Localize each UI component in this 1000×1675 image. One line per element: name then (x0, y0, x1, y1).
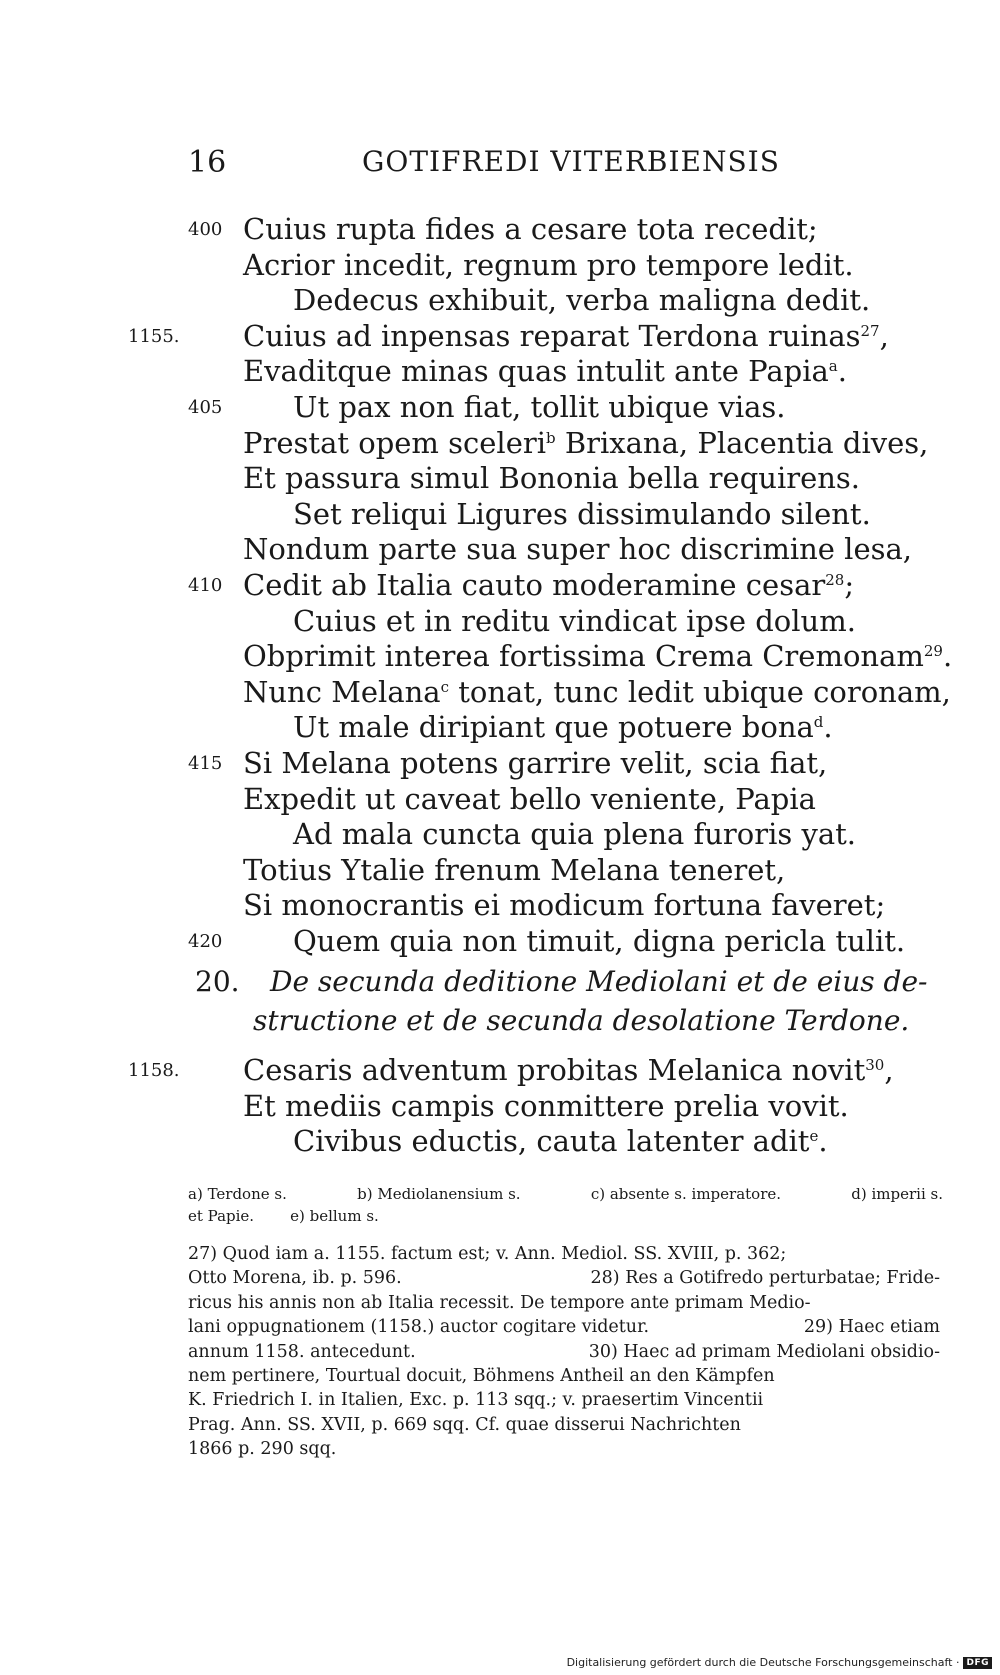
footnote-segment: Prag. Ann. SS. XVII, p. 669 sqq. Cf. quae disserui Nachrichten (188, 1414, 741, 1435)
verse-text-main: Cesaris adventum probitas Melanica novit (243, 1053, 866, 1087)
verse-text-tail: , (879, 318, 889, 353)
verse-text-tail: , (884, 1053, 894, 1087)
footnote-marker: 28 (825, 570, 845, 589)
page-number: 16 (188, 145, 227, 180)
verse-text (293, 283, 870, 319)
verse-text-main: Cuius rupta fides a cesare tota recedit; (243, 212, 818, 246)
verse-text-main: Si Melana potens garrire velit, scia fiat, (243, 745, 828, 780)
verse-text-tail: Brixana, Placentia dives, (555, 425, 929, 460)
apparatus-entry: a) Terdone s. (188, 1185, 287, 1203)
verse-line (0, 1089, 1000, 1125)
apparatus-entry: c) absente s. imperatore. (590, 1185, 782, 1203)
verse-text (243, 248, 854, 284)
footnote-segment: nem pertinere, Tourtual docuit, Böhmens Antheil an den Kämpfen (188, 1366, 775, 1387)
verse-text (243, 1053, 894, 1089)
footer (567, 1656, 992, 1669)
verse-text-main: Acrior incedit, regnum pro tempore ledit. (243, 247, 854, 282)
running-title: GOTIFREDI VITERBIENSIS (362, 145, 780, 178)
footnote-marker: 29 (923, 642, 943, 661)
footnote-segment: 29) Haec etiam (803, 1317, 940, 1338)
verse-text-main: Set reliqui Ligures dissimulando silent. (293, 496, 871, 531)
verse-text-main: Ut pax non fiat, tollit ubique vias. (293, 389, 786, 424)
apparatus-entry: b) Mediolanensium s. (357, 1185, 521, 1203)
verse-line (0, 532, 1000, 568)
apparatus-row (188, 1183, 943, 1205)
section-title-line-1: De secunda deditione Mediolani et de eius de- (270, 965, 928, 998)
verse-text (293, 817, 856, 853)
verse-line (0, 319, 1000, 355)
verse-line (0, 354, 1000, 390)
verse-line (0, 924, 1000, 960)
verse-text-tail: . (837, 354, 847, 389)
footnote-segment: 27) Quod iam a. 1155. factum est; v. Ann. Mediol. SS. XVIII, p. 362; (188, 1244, 787, 1264)
verse-text-main: Nunc Melana (243, 674, 441, 709)
footnote-line (188, 1340, 940, 1364)
footnote-line (188, 1437, 940, 1461)
verse-text-main: Expedit ut caveat bello veniente, Papia (243, 781, 816, 816)
line-number: 400 (188, 219, 223, 240)
line-number: 415 (188, 752, 223, 774)
page-header (0, 145, 1000, 185)
verse-text (293, 497, 871, 533)
footnote-segment: lani oppugnationem (1158.) auctor cogitare videtur. (188, 1317, 650, 1338)
line-number: 410 (188, 574, 223, 596)
verse-text-main: Cuius et in reditu vindicat ipse dolum. (293, 603, 856, 638)
footnote-marker: e (809, 1127, 819, 1146)
footnote-line (188, 1364, 940, 1388)
apparatus-entry: d) imperii s. (851, 1185, 943, 1203)
footnote-line (188, 1388, 940, 1412)
verse-text-main: Et mediis campis conmittere prelia vovit. (243, 1088, 849, 1123)
verse-text (243, 853, 785, 889)
verse-text (243, 639, 952, 675)
verse-text-tail: . (942, 639, 953, 674)
verse-line (0, 461, 1000, 497)
verse-line (0, 888, 1000, 924)
verse-text (293, 710, 833, 746)
apparatus-entry: et Papie. (188, 1207, 255, 1225)
verse-line (0, 248, 1000, 284)
verse-text-main: Cuius ad inpensas reparat Terdona ruinas (243, 318, 861, 353)
footnote-segment: ricus his annis non ab Italia recessit. De tempore ante primam Medio- (188, 1292, 811, 1313)
verse-text (293, 390, 786, 426)
verse-text-tail: ; (844, 567, 855, 602)
verse-line (0, 746, 1000, 782)
verse-text (243, 675, 951, 711)
verse-line (0, 426, 1000, 462)
verse-line (0, 497, 1000, 533)
verse-line (0, 604, 1000, 640)
footnote-segment: 28) Res a Gotifredo perturbatae; Fride- (590, 1268, 940, 1289)
verse-text (243, 782, 816, 818)
verse-text (293, 1124, 828, 1160)
footnote-line (188, 1242, 940, 1266)
verse-text (243, 888, 885, 924)
verse-text-main: Ad mala cuncta quia plena furoris yat. (293, 817, 857, 852)
verse-text (243, 568, 854, 604)
verse-line (0, 639, 1000, 675)
verse-text (243, 319, 889, 355)
verse-line (0, 390, 1000, 426)
verse-line (0, 212, 1000, 248)
verse-line (0, 283, 1000, 319)
footnote-marker: b (546, 428, 556, 447)
apparatus-entry: e) bellum s. (290, 1207, 379, 1225)
verse-line (0, 675, 1000, 711)
verse-line (0, 817, 1000, 853)
verse-text-main: Obprimit interea fortissima Crema Cremonam (243, 639, 924, 674)
verse-text-main: Prestat opem sceleri (243, 425, 546, 460)
section-title-line-2: structione et de secunda desolatione Terdone. (253, 1004, 910, 1037)
footnote-segment: 30) Haec ad primam Mediolani obsidio- (588, 1341, 940, 1362)
verse-line (0, 1053, 1000, 1089)
footnote-line (188, 1291, 940, 1315)
footnote-segment: K. Friedrich I. in Italien, Exc. p. 113 sqq.; v. praesertim Vincentii (188, 1390, 764, 1411)
footnote-marker: a (828, 357, 838, 376)
verse-text-main: Evaditque minas quas intulit ante Papia (243, 354, 829, 389)
verse-text (243, 461, 860, 497)
footnote-segment: annum 1158. antecedunt. (188, 1341, 416, 1362)
verse-text-tail: tonat, tunc ledit ubique coronam, (448, 674, 951, 709)
footnote-line (188, 1266, 940, 1290)
verse-text (243, 532, 912, 568)
line-number: 420 (188, 930, 223, 952)
verse-text-tail: . (818, 1124, 828, 1159)
verse-text (243, 212, 818, 248)
verse-line (0, 1124, 1000, 1160)
footnotes (188, 1242, 940, 1462)
footer-credit: Digitalisierung gefördert durch die Deutsche Forschungsgemeinschaft · (566, 1656, 960, 1669)
verse-line (0, 853, 1000, 889)
verse-line (0, 782, 1000, 818)
verse-text-main: Et passura simul Bononia bella requirens. (243, 461, 861, 496)
line-number: 405 (188, 396, 223, 418)
verse-line (0, 568, 1000, 604)
footnote-marker: d (813, 713, 824, 732)
verse-text (243, 1089, 849, 1125)
critical-apparatus (188, 1183, 943, 1227)
footnote-segment: Otto Morena, ib. p. 596. (188, 1268, 402, 1289)
footnote-line (188, 1413, 940, 1437)
verse-text-main: Nondum parte sua super hoc discrimine lesa, (243, 532, 913, 567)
year-marginal: 1158. (128, 1060, 180, 1081)
section-number: 20. (195, 965, 240, 998)
footnote-line (188, 1315, 940, 1339)
year-marginal: 1155. (128, 325, 180, 347)
verse-text-main: Si monocrantis ei modicum fortuna faveret; (243, 888, 886, 923)
verse-text (243, 746, 827, 782)
verse-text (243, 426, 928, 462)
verse-block (0, 212, 1000, 959)
apparatus-row (188, 1205, 943, 1227)
footnote-marker: 30 (865, 1056, 885, 1074)
verse-text-main: Cedit ab Italia cauto moderamine cesar (243, 567, 826, 602)
verse-text-main: Ut male diripiant que potuere bona (293, 710, 814, 745)
dfg-logo: DFG (963, 1657, 992, 1669)
footnote-marker: c (440, 677, 449, 696)
verse-text (243, 354, 847, 390)
verse-text-main: Dedecus exhibuit, verba maligna dedit. (293, 283, 871, 318)
verse-text-main: Civibus eductis, cauta latenter adit (293, 1124, 810, 1159)
footnote-marker: 27 (860, 321, 880, 340)
footnote-segment: 1866 p. 290 sqq. (188, 1439, 337, 1460)
verse-block-2 (0, 1053, 1000, 1160)
verse-text-main: Totius Ytalie frenum Melana teneret, (243, 852, 786, 887)
verse-text-tail: . (823, 710, 833, 745)
verse-text (293, 924, 905, 960)
verse-text-main: Quem quia non timuit, digna pericla tulit. (293, 923, 906, 958)
verse-text (293, 604, 856, 640)
verse-line (0, 710, 1000, 746)
